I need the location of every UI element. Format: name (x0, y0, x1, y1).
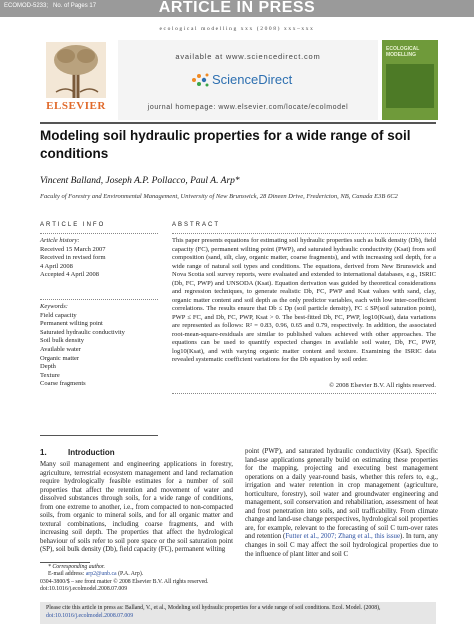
section-rule (40, 435, 158, 436)
manuscript-id: ECOMOD-5233; No. of Pages 17 (4, 3, 97, 9)
divider (172, 233, 436, 234)
citation-doi-link[interactable]: doi:10.1016/j.ecolmodel.2008.07.009 (46, 612, 134, 619)
citation-bar (40, 602, 436, 624)
article-history (40, 237, 165, 280)
section-number: 1. (40, 448, 47, 457)
citation-text: Please cite this article in press as: Balland, V., et al., Modeling soil hydraulic properties for a wide range of soil conditions. Ecol. Model. (2008), doi:10.1016/j.ecolmodel.2008.07.009 (46, 605, 381, 619)
masthead (40, 40, 436, 122)
keyword: Permanent wilting point (40, 320, 103, 328)
abstract-copyright: © 2008 Elsevier B.V. All rights reserved. (329, 382, 436, 389)
sciencedirect-wordmark: ScienceDirect (212, 72, 293, 87)
doi-line[interactable]: doi:10.1016/j.ecolmodel.2008.07.009 (40, 586, 128, 593)
keyword: Coarse fragments (40, 380, 86, 388)
cover-title: ECOLOGICAL MODELLING (386, 46, 420, 58)
elsevier-logo[interactable] (40, 40, 112, 114)
sciencedirect-logo[interactable] (190, 70, 310, 90)
keywords-list (40, 303, 165, 389)
keyword: Depth (40, 363, 56, 371)
abstract-text: This paper presents equations for estimating soil hydraulic properties such as bulk density (Db), field capacity (FC), permanent wilting point (PWP), and saturated hydraulic conductivity (Ksat) from soil composition (sand, silt, clay, organic matter, coarse fragments), and with increasing soil depth, for a wide range of natural soil types and conditions. The equations, derived from New Brunswick and Nova Scotia soil survey reports, were evaluated and extended to international databases, e.g., ISRIC (Db, FC, PWP) and UNSODA (Ksat). Equation derivation was guided by theoretical considerations and regression techniques, to generate realistic Db, FC, PWP and Ksat values with sand, clay, organic matter content and soil depth as the only predictor variables, each with low inter-coefficient correlations. The results ensure that Db ≤ Dp (soil particle density), FC ≤ SP(soil saturation point), PWP ≤ FC, and Db, FC, PWP, Ksat > 0. The best-fitted Db, FC, PWP, log10(Ksat), data variations are represented as follows: R² = 0.83, 0.96, 0.65 and 0.79, respectively. In addition, the associated root-mean-square-residuals are similar to published values achieved with other approaches. The equations can be used to quantify expected changes in available soil water, Db, FC, PWP, log10(Ksat), and with varying organic matter content and texture. Examining the ISRIC data revealed systematic coefficient variations for the Db equation by soil order. (172, 237, 436, 363)
keywords-label: Keywords: (40, 303, 68, 310)
cover-image (386, 64, 434, 108)
footnote-rule (40, 562, 90, 563)
sciencedirect-box (118, 40, 378, 120)
intro-column-right: point (PWP), and saturated hydraulic conductivity (Ksat). Specific land-use applications generally build on estimating these properties for the mapping, projecting and executing best management operations on a daily year-round basis, whether this refers to, e.g., irrigation and water retention in crop management (agriculture, horticulture, forestry), soil water and groundwater engineering and management, soil conservation and rehabilitation, assessment of heat and frost penetration into soils, and soil trafficability. From climate change and land-use change perspectives, hydrological soil properties are, for example, relevant to the forecasting of soil C turn-over rates and retention (Futter et al., 2007; Zhang et al., this issue). In turn, any changes in soil C may affect the soil hydrological properties due to the influence of plant litter and soil C (245, 448, 438, 558)
abstract-heading: ABSTRACT (172, 222, 221, 228)
sciencedirect-dots-icon (190, 70, 210, 90)
header-banner (0, 0, 474, 17)
elsevier-tree-icon (46, 42, 106, 98)
keyword: Saturated hydraulic conductivity (40, 328, 125, 336)
article-info-heading: ARTICLE INFO (40, 222, 106, 228)
journal-line: ecological modelling xxx (2008) xxx–xxx (159, 26, 315, 32)
footnotes (40, 564, 340, 594)
divider (172, 393, 436, 394)
intro-column-left: Many soil management and engineering applications in forestry, agriculture, terrestrial ecosystem management and land reclamation require hydrologically feasible estimates for a number of soil properties that affect the retention and movement of water and dissolved substances through soils, for a wide range of conditions, from one extreme to another, i.e., from compacted to non-compacted soils, from organic to mineral soils, and for all organic matter and textural combinations, including coarse fragments, and with increasing soil depth. The properties that affect the hydrological behaviour of soils refer to soil pore space or the soil saturation point (SP), soil bulk density (Db), field capacity (FC), permanent wilting (40, 461, 233, 554)
keyword: Soil bulk density (40, 337, 85, 345)
history-line: Accepted 4 April 2008 (40, 271, 100, 278)
section-heading-introduction (40, 448, 115, 457)
history-label: Article history: (40, 237, 80, 244)
article-in-press-banner: ARTICLE IN PRESS (158, 0, 316, 16)
email-line: E-mail address: arp2@unb.ca (P.A. Arp). (48, 571, 144, 578)
keyword: Field capacity (40, 311, 77, 319)
keyword: Texture (40, 371, 60, 379)
keyword: Organic matter (40, 354, 80, 362)
article-title: Modeling soil hydraulic properties for a wide range of soil conditions (40, 128, 411, 161)
article-affiliation: Faculty of Forestry and Environmental Management, University of New Brunswick, 28 Dineen Drive, Fredericton, NB, Canada E3B 6C2 (40, 193, 398, 200)
history-line: Received in revised form (40, 254, 106, 261)
section-title: Introduction (68, 448, 115, 457)
journal-cover-icon[interactable] (382, 40, 438, 120)
issn-line: 0304-3800/$ – see front matter © 2008 Elsevier B.V. All rights reserved. (40, 578, 209, 585)
elsevier-wordmark: ELSEVIER (46, 100, 106, 112)
masthead-rule (40, 122, 436, 124)
divider (40, 299, 158, 300)
history-line: Received 15 March 2007 (40, 245, 106, 253)
keyword: Available water (40, 345, 81, 353)
available-at-link[interactable]: available at www.sciencedirect.com (175, 52, 321, 61)
journal-homepage-link[interactable]: journal homepage: www.elsevier.com/locate/ecolmodel (147, 104, 349, 111)
email-link[interactable]: arp2@unb.ca (85, 571, 117, 578)
citation-link[interactable]: Futter et al., 2007; Zhang et al., this issue (285, 533, 401, 541)
divider (40, 233, 158, 234)
corresponding-author: * Corresponding author. (48, 564, 105, 570)
article-authors: Vincent Balland, Joseph A.P. Pollacco, Paul A. Arp* (40, 176, 240, 186)
history-line: 4 April 2008 (40, 262, 73, 270)
